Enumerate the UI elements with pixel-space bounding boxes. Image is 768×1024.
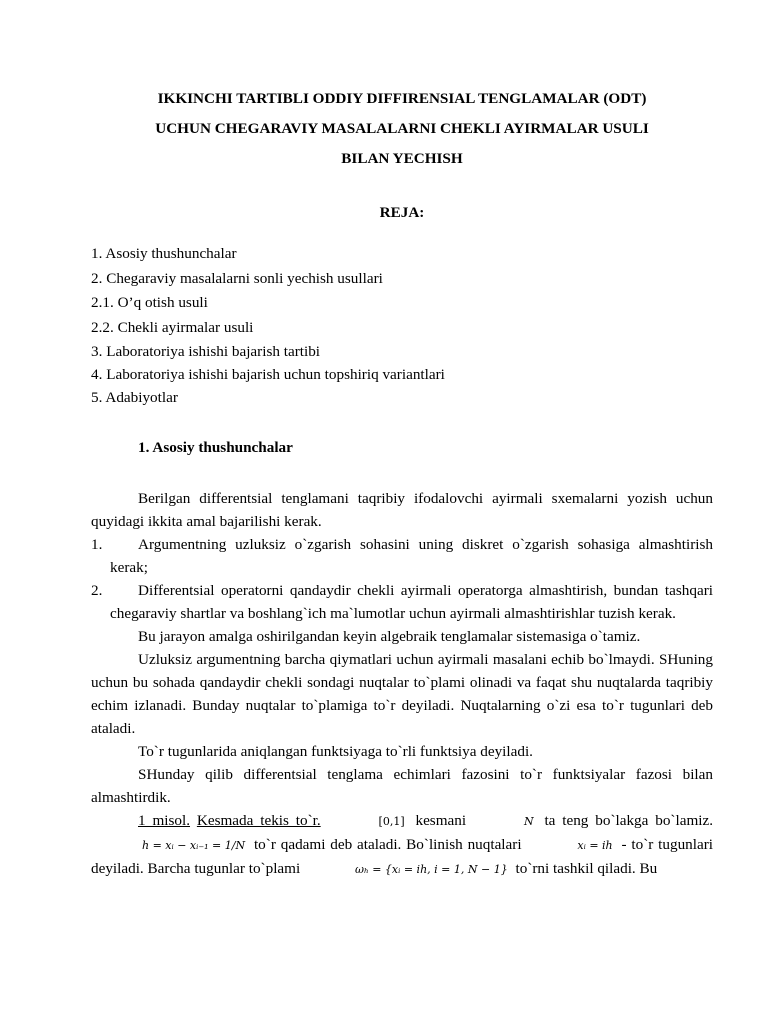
plan-item-7: 5. Adabiyotlar <box>91 389 178 406</box>
paragraph-4: SHunday qilib differentsial tenglama echimlari fazosini to`r funktsiyalar fazosi bilan almashtirdik. <box>91 766 713 806</box>
list-item-text: Differentsial operatorni qandaydir chekli ayirmali operatorga almashtirish, bundan tashqari chegaraviy shartlar va boshlang`ich ma`lumotlar uchun ayirmali almashtirishlar tuzish kerak. <box>110 582 713 622</box>
example-text-1: kesmani <box>415 812 467 829</box>
plan-item-5: 3. Laboratoriya ishishi bajarish tartibi <box>91 343 321 360</box>
intro-paragraph: Berilgan differentsial tenglamani taqribiy ifodalovchi ayirmali sxemalarni yozish uchun quyidagi ikkita amal bajarilishi kerak. <box>91 490 713 530</box>
document-title <box>91 84 713 174</box>
step-formula: h = xᵢ − xᵢ₋₁ = 1/N <box>142 839 246 852</box>
example-phrase: Kesmada tekis to`r. <box>196 812 321 829</box>
segment-formula: [0,1] <box>378 815 405 828</box>
title-line-1: IKKINCHI TARTIBLI ODDIY DIFFIRENSIAL TENGLAMALAR (ODT) <box>157 90 647 107</box>
list-item-number: 1. <box>91 536 103 553</box>
paragraph-2: Uzluksiz argumentning barcha qiymatlari uchun ayirmali masalani echib bo`lmaydi. SHuning uchun bu sohada qandaydir chekli sondagi nuqtalar to`plami olinadi va faqat shu nuqtalarda taqribiy echim izlanadi. Bunday nuqtalar to`plamiga to`r deyiladi. Nuqtalarning o`zi esa to`r tugunlari deb ataladi. <box>91 651 713 737</box>
plan-heading: REJA: <box>379 204 425 221</box>
plan-item-1: 1. Asosiy thushunchalar <box>91 245 237 262</box>
list-item-1 <box>91 533 713 579</box>
title-line-3: BILAN YECHISH <box>341 150 463 167</box>
list-item-2 <box>91 579 713 625</box>
plan-item-4: 2.2. Chekli ayirmalar usuli <box>91 318 254 336</box>
list-item-text: Argumentning uzluksiz o`zgarish sohasini uning diskret o`zgarish sohasiga almashtirish kerak; <box>110 536 713 576</box>
section-body <box>91 487 713 881</box>
example-text-5: to`rni tashkil qiladi. Bu <box>515 860 658 877</box>
example-paragraph <box>91 809 713 881</box>
paragraph-1: Bu jarayon amalga oshirilgandan keyin algebraik tenglamalar sistemasiga o`tamiz. <box>138 628 641 645</box>
example-text-3: to`r qadami deb ataladi. Bo`linish nuqtalari <box>253 836 522 853</box>
plan-item-6: 4. Laboratoriya ishishi bajarish uchun topshiriq variantlari <box>91 366 445 383</box>
n-symbol: N <box>523 815 534 828</box>
plan-item-3: 2.1. O’q otish usuli <box>91 294 208 311</box>
node-formula: xᵢ = ih <box>577 839 613 852</box>
title-line-2: UCHUN CHEGARAVIY MASALALARNI CHEKLI AYIRMALAR USULI <box>155 120 649 137</box>
example-text-2: ta teng bo`lakga bo`lamiz. <box>544 812 714 829</box>
plan-item-2: 2. Chegaraviy masalalarni sonli yechish usullari <box>91 269 383 287</box>
example-label: 1 misol. <box>138 812 191 829</box>
section-heading: 1. Asosiy thushunchalar <box>138 439 293 456</box>
plan-list <box>91 244 713 411</box>
grid-formula: ωₕ = {xᵢ = ih, i = 1, N − 1} <box>354 863 508 876</box>
list-item-number: 2. <box>91 582 103 599</box>
example-text-4: - to`r tugunlari deyiladi. Barcha tugunlar to`plami <box>91 836 714 877</box>
paragraph-3: To`r tugunlarida aniqlangan funktsiyaga to`rli funktsiya deyiladi. <box>138 743 533 760</box>
